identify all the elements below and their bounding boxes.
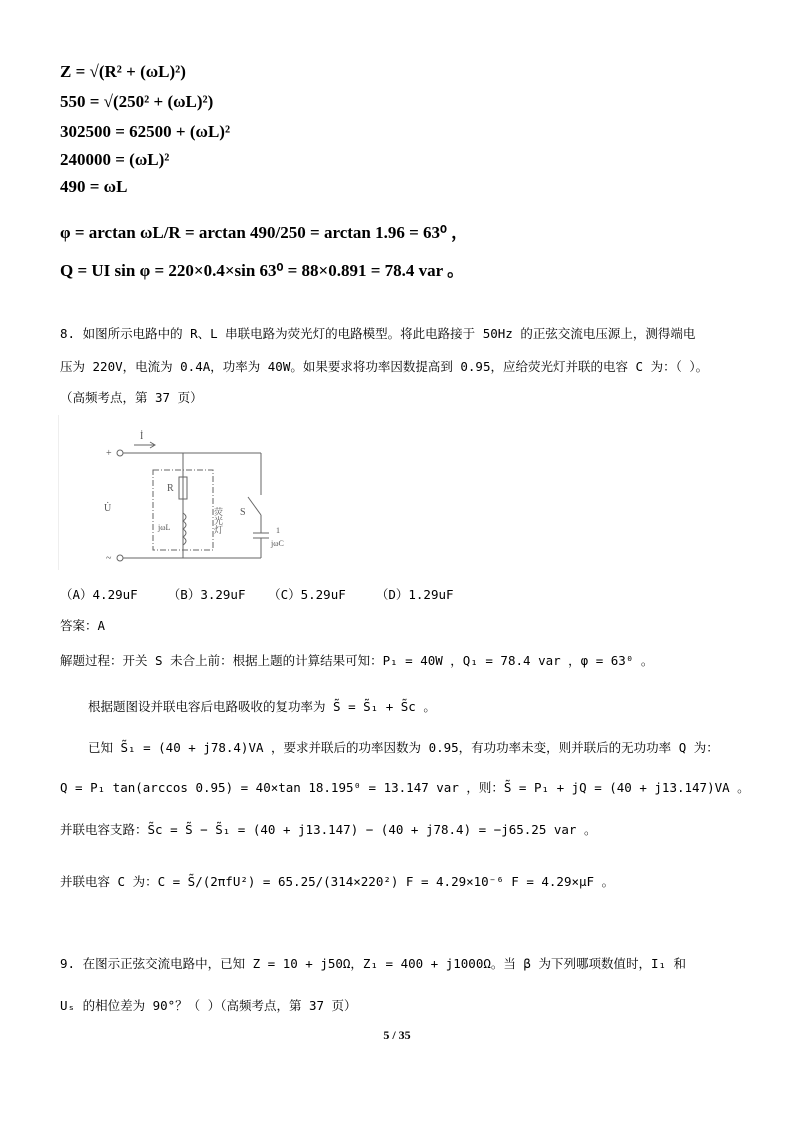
capacitor-label: 1 [276, 526, 280, 535]
solution-step: 并联电容 C 为：C = S̃/(2πfU²) = 65.25/(314×220²) F = 4.29×10⁻⁶ F = 4.29×μF 。 [60, 874, 615, 889]
solution-step: 已知 S̃₁ = (40 + j78.4)VA ，要求并联后的功率因数为 0.95，有功功率未变，则并联后的无功功率 Q 为： [88, 740, 719, 755]
equation: Z = √(R² + (ωL)²) [60, 62, 186, 81]
current-label: İ [140, 431, 144, 442]
question-text: 9. 在图示正弦交流电路中，已知 Z = 10 + j50Ω，Z₁ = 400 + j1000Ω。当 β 为下列哪项数值时，I₁ 和 [60, 956, 687, 971]
option-b: （B）3.29uF [167, 587, 246, 602]
solution-step: 解题过程：开关 S 未合上前：根据上题的计算结果可知：P₁ = 40W ，Q₁ = 78.4 var ，φ = 63⁰ 。 [60, 653, 654, 668]
question-text: 8. 如图所示电路中的 R、L 串联电路为荧光灯的电路模型。将此电路接于 50Hz 的正弦交流电压源上，测得端电 [60, 326, 696, 341]
minus-terminal-label: ~ [106, 553, 112, 564]
option-a: （A）4.29uF [60, 587, 138, 602]
question-text: Uₛ 的相位差为 90°？（ ）（高频考点，第 37 页） [60, 998, 357, 1013]
switch-label: S [240, 507, 246, 518]
inductor-label: jωL [158, 523, 171, 532]
equation: φ = arctan ωL/R = arctan 490/250 = arctan 1.96 = 63⁰ ， [60, 223, 469, 242]
solution-step: Q = P₁ tan(arccos 0.95) = 40×tan 18.195⁰ = 13.147 var ，则：S̃ = P₁ + jQ = (40 + j13.147)VA 。 [60, 780, 750, 795]
question-text: （高频考点，第 37 页） [60, 390, 203, 405]
solution-step: 根据题图设并联电容后电路吸收的复功率为 S̃ = S̃₁ + S̃c 。 [88, 699, 436, 714]
question-text: 压为 220V，电流为 0.4A，功率为 40W。如果要求将功率因数提高到 0.95，应给荧光灯并联的电容 C 为：（ ）。 [60, 359, 709, 374]
lamp-label: 荧光灯 [213, 507, 223, 534]
equation: 240000 = (ωL)² [60, 150, 170, 169]
resistor-label: R [167, 483, 174, 494]
voltage-label: U̇ [104, 503, 112, 514]
options [60, 585, 454, 603]
equation: 490 = ωL [60, 177, 128, 196]
circuit-diagram [58, 415, 383, 570]
equation: 550 = √(250² + (ωL)²) [60, 92, 214, 111]
option-c: （C）5.29uF [268, 587, 346, 602]
plus-terminal-label: + [106, 448, 112, 459]
answer: 答案：A [60, 618, 106, 633]
solution-step: 并联电容支路：S̃c = S̃ − S̃₁ = (40 + j13.147) − (40 + j78.4) = −j65.25 var 。 [60, 822, 597, 837]
page-number: 5 / 35 [383, 1028, 411, 1042]
equation: Q = UI sin φ = 220×0.4×sin 63⁰ = 88×0.891 = 78.4 var 。 [60, 261, 465, 280]
option-d: （D）1.29uF [375, 587, 454, 602]
equation: 302500 = 62500 + (ωL)² [60, 122, 231, 141]
capacitor-label: jωC [271, 539, 284, 548]
